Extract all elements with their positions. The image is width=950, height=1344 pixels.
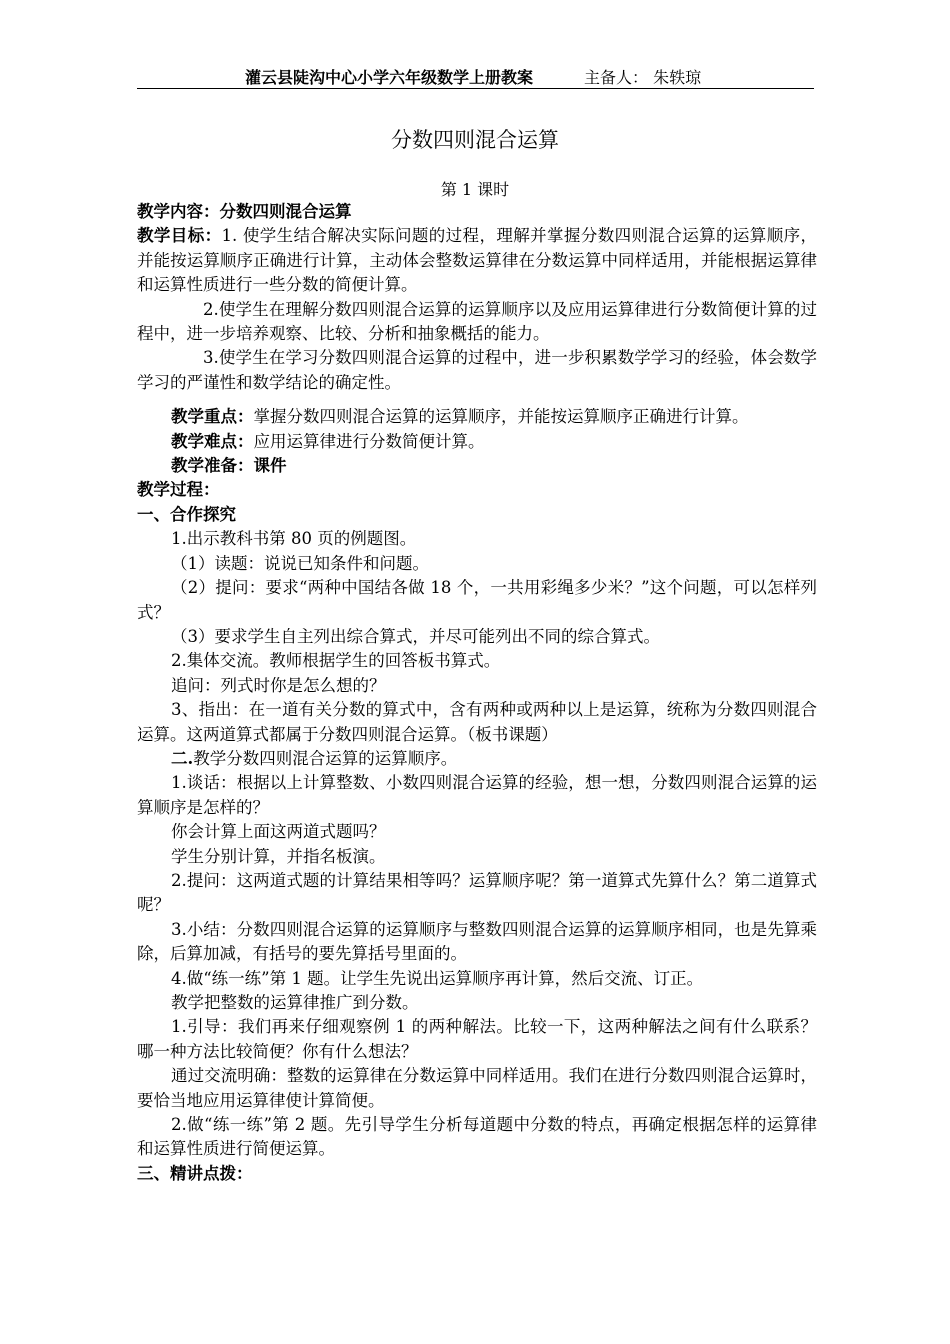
goals-label: 教学目标： xyxy=(137,226,222,246)
content-label: 教学内容： xyxy=(137,202,220,221)
difficulty-text: 应用运算律进行分数简便计算。 xyxy=(253,431,485,451)
paragraph: 2.提问：这两道式题的计算结果相等吗？运算顺序呢？第一道算式先算什么？第二道算式呢？ xyxy=(137,870,817,915)
document-title: 分数四则混合运算 xyxy=(391,128,559,152)
process-heading: 教学过程： xyxy=(137,480,220,500)
goal-1-text: 1. 使学生结合解决实际问题的过程，理解并掌握分数四则混合运算的运算顺序，并能按运算顺序正确进行计算，主动体会整数运算律在分数运算中同样适用，并能根据运算律和运算性质进行一些分数的简便计算。 xyxy=(137,226,818,295)
paragraph: 追问：列式时你是怎么想的？ xyxy=(171,675,386,695)
paragraph: 教学把整数的运算律推广到分数。 xyxy=(171,993,419,1012)
paragraph: 1.出示教科书第 80 页的例题图。 xyxy=(171,529,417,549)
section-1-heading: 一、合作探究 xyxy=(137,504,236,524)
section-2-heading xyxy=(137,747,817,771)
author-label: 主备人： 朱轶琼 xyxy=(584,68,702,87)
paragraph: 4.做“练一练”第 1 题。让学生先说出运算顺序再计算，然后交流、订正。 xyxy=(171,968,704,988)
paragraph: 2.做“练一练”第 2 题。先引导学生分析每道题中分数的特点，再确定根据怎样的运算律和运算性质进行简便运算。 xyxy=(137,1115,817,1159)
paragraph: （1）读题：说说已知条件和问题。 xyxy=(171,553,429,573)
spacer xyxy=(137,395,817,405)
preparation xyxy=(137,454,817,478)
prep-text: 课件 xyxy=(253,456,287,476)
paragraph: 通过交流明确：整数的运算律在分数运算中同样适用。我们在进行分数四则混合运算时，要恰当地应用运算律使计算简便。 xyxy=(137,1066,817,1110)
lesson-number: 第 1 课时 xyxy=(440,180,510,199)
key-point xyxy=(137,405,817,429)
section-2-number: 二. xyxy=(171,748,194,768)
section-3-heading: 三、精讲点拨： xyxy=(137,1163,253,1183)
key-text: 掌握分数四则混合运算的运算顺序，并能按运算顺序正确进行计算。 xyxy=(253,407,749,427)
school-title: 灌云县陡沟中心小学六年级数学上册教案 xyxy=(245,68,534,87)
paragraph: 1.引导：我们再来仔细观察例 1 的两种解法。比较一下，这两种解法之间有什么联系？哪一种方法比较简便？你有什么想法？ xyxy=(137,1017,817,1061)
paragraph: （3）要求学生自主列出综合算式，并尽可能列出不同的综合算式。 xyxy=(171,626,660,646)
paragraph: 3.小结：分数四则混合运算的运算顺序与整数四则混合运算的运算顺序相同，也是先算乘除，后算加减，有括号的要先算括号里面的。 xyxy=(137,919,817,964)
key-label: 教学重点： xyxy=(171,407,254,427)
content-line xyxy=(137,200,817,224)
goal-2: 2.使学生在理解分数四则混合运算的运算顺序以及应用运算律进行分数简便计算的过程中，进一步培养观察、比较、分析和抽象概括的能力。 xyxy=(137,299,817,344)
paragraph: 你会计算上面这两道式题吗？ xyxy=(171,822,386,842)
paragraph: 学生分别计算，并指名板演。 xyxy=(171,846,386,866)
page-header xyxy=(137,62,814,89)
paragraph: 1.谈话：根据以上计算整数、小数四则混合运算的经验，想一想，分数四则混合运算的运算顺序是怎样的？ xyxy=(137,773,817,817)
goal-3: 3.使学生在学习分数四则混合运算的过程中，进一步积累数学学习的经验，体会数学学习的严谨性和数学结论的确定性。 xyxy=(137,348,817,392)
section-2-text: 教学分数四则混合运算的运算顺序。 xyxy=(193,748,458,768)
difficulty-label: 教学难点： xyxy=(171,431,254,451)
paragraph: 2.集体交流。教师根据学生的回答板书算式。 xyxy=(171,651,501,671)
paragraph: 3、指出：在一道有关分数的算式中，含有两种或两种以上是运算，统称为分数四则混合运算。这两道算式都属于分数四则混合运算。（板书课题） xyxy=(137,700,817,744)
difficulty xyxy=(137,430,817,454)
lesson-plan-body xyxy=(137,200,817,1186)
content-text: 分数四则混合运算 xyxy=(219,202,352,221)
prep-label: 教学准备： xyxy=(171,456,254,476)
paragraph: （2）提问：要求“两种中国结各做 18 个，一共用彩绳多少米？”这个问题，可以怎样列式？ xyxy=(137,578,817,622)
goal-1 xyxy=(137,224,817,297)
